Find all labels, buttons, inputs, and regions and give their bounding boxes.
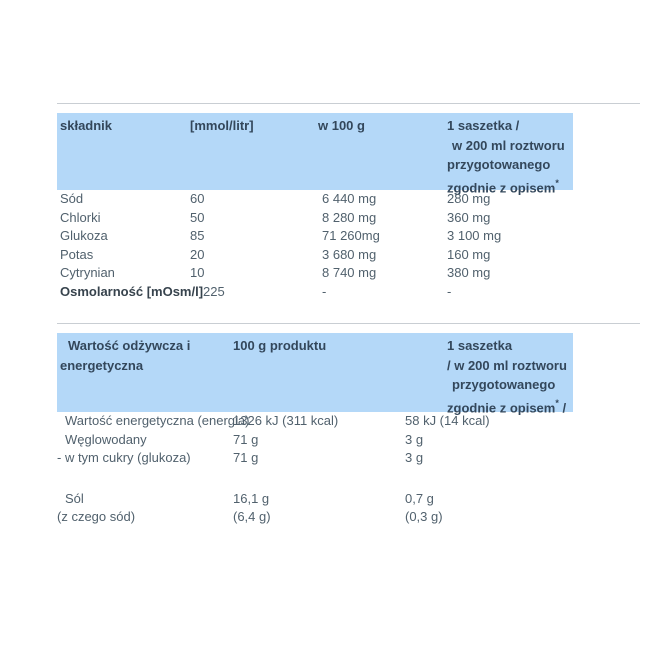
per-100g-value: 71 g [233, 450, 259, 466]
nutrient-name: Węglowodany [65, 431, 147, 447]
table-row [57, 431, 573, 450]
nutrient-name: (z czego sód) [57, 509, 136, 525]
table-row [57, 412, 573, 431]
per-100g-value: - [322, 283, 327, 299]
nutrition-table-body [57, 412, 573, 527]
per-100g-value: 71 g [233, 431, 259, 447]
table-top-divider [57, 323, 640, 324]
per-sachet-value: 3 g [405, 431, 424, 447]
table-row [57, 508, 573, 527]
ingredient-name: Potas [60, 246, 94, 262]
ingredient-name: Cytrynian [60, 265, 115, 281]
per-100g-value: 3 680 mg [322, 246, 377, 262]
header-nutrition-title: Wartość odżywcza i energetyczna [60, 338, 191, 373]
mmol-value: 50 [190, 209, 205, 225]
mmol-value: 10 [190, 265, 205, 281]
composition-table-body [57, 190, 573, 302]
header-slash-suffix: / [558, 399, 567, 415]
osmolarity-value: 225 [203, 283, 225, 299]
nutrient-name: Wartość energetyczna (energia) [65, 413, 250, 428]
per-sachet-value: 160 mg [447, 246, 491, 262]
ingredient-name: Sód [60, 191, 84, 206]
header-per-sachet: 1 saszetka / w 200 ml roztworu przygotowanego zgodnie z opisem* [447, 118, 565, 195]
per-100g-value: (6,4 g) [233, 509, 271, 525]
per-sachet-value: (0,3 g) [405, 509, 443, 525]
per-sachet-value: 380 mg [447, 265, 491, 281]
per-sachet-value: 3 100 mg [447, 228, 502, 244]
per-100g-value: 8 280 mg [322, 209, 377, 225]
header-per-sachet-last-line: zgodnie z opisem [447, 179, 556, 195]
ingredient-name: Chlorki [60, 209, 101, 225]
header-per-100g: w 100 g [318, 118, 365, 133]
composition-table [57, 103, 573, 302]
nutrition-table [57, 323, 573, 527]
table-row [57, 490, 573, 509]
nutrient-name: - w tym cukry (glukoza) [57, 450, 191, 466]
header-ingredient: składnik [60, 118, 113, 133]
table-row [57, 209, 573, 228]
mmol-value: 85 [190, 228, 205, 244]
per-sachet-value: - [447, 283, 452, 299]
mmol-value: 20 [190, 246, 205, 262]
per-100g-value: 71 260mg [322, 228, 380, 244]
table-row [57, 246, 573, 265]
asterisk-footnote-marker: * [555, 177, 559, 188]
mmol-value: 60 [190, 191, 205, 206]
per-sachet-value: 58 kJ (14 kcal) [405, 413, 490, 428]
composition-table-header [57, 113, 573, 195]
per-100g-value: 1326 kJ (311 kcal) [233, 413, 339, 428]
per-100g-value: 8 740 mg [322, 265, 377, 281]
ingredient-name: Glukoza [60, 228, 108, 244]
per-sachet-value: 3 g [405, 450, 424, 466]
asterisk-footnote-marker: * [555, 397, 559, 408]
table-row [57, 264, 573, 283]
per-sachet-value: 280 mg [447, 191, 491, 206]
header-per-sachet: 1 saszetka / w 200 ml roztworu przygotowanego zgodnie z opisem* / [447, 338, 567, 415]
header-per-sachet-last-line: zgodnie z opisem [447, 399, 556, 415]
table-top-divider [57, 103, 640, 104]
per-sachet-value: 360 mg [447, 209, 491, 225]
nutrition-table-header [57, 333, 573, 415]
table-row [57, 449, 573, 468]
table-row [57, 227, 573, 246]
per-100g-value: 6 440 mg [322, 191, 377, 206]
osmolarity-label: Osmolarność [mOsm/l] [60, 283, 204, 299]
header-per-100g-product: 100 g produktu [233, 338, 327, 353]
per-100g-value: 16,1 g [233, 490, 270, 506]
blank-row-spacer [57, 468, 573, 490]
header-mmol-litr: [mmol/litr] [190, 118, 254, 133]
table-row [57, 190, 573, 209]
nutrient-name: Sól [65, 490, 84, 506]
table-row-osmolarity [57, 283, 573, 302]
per-sachet-value: 0,7 g [405, 490, 434, 506]
